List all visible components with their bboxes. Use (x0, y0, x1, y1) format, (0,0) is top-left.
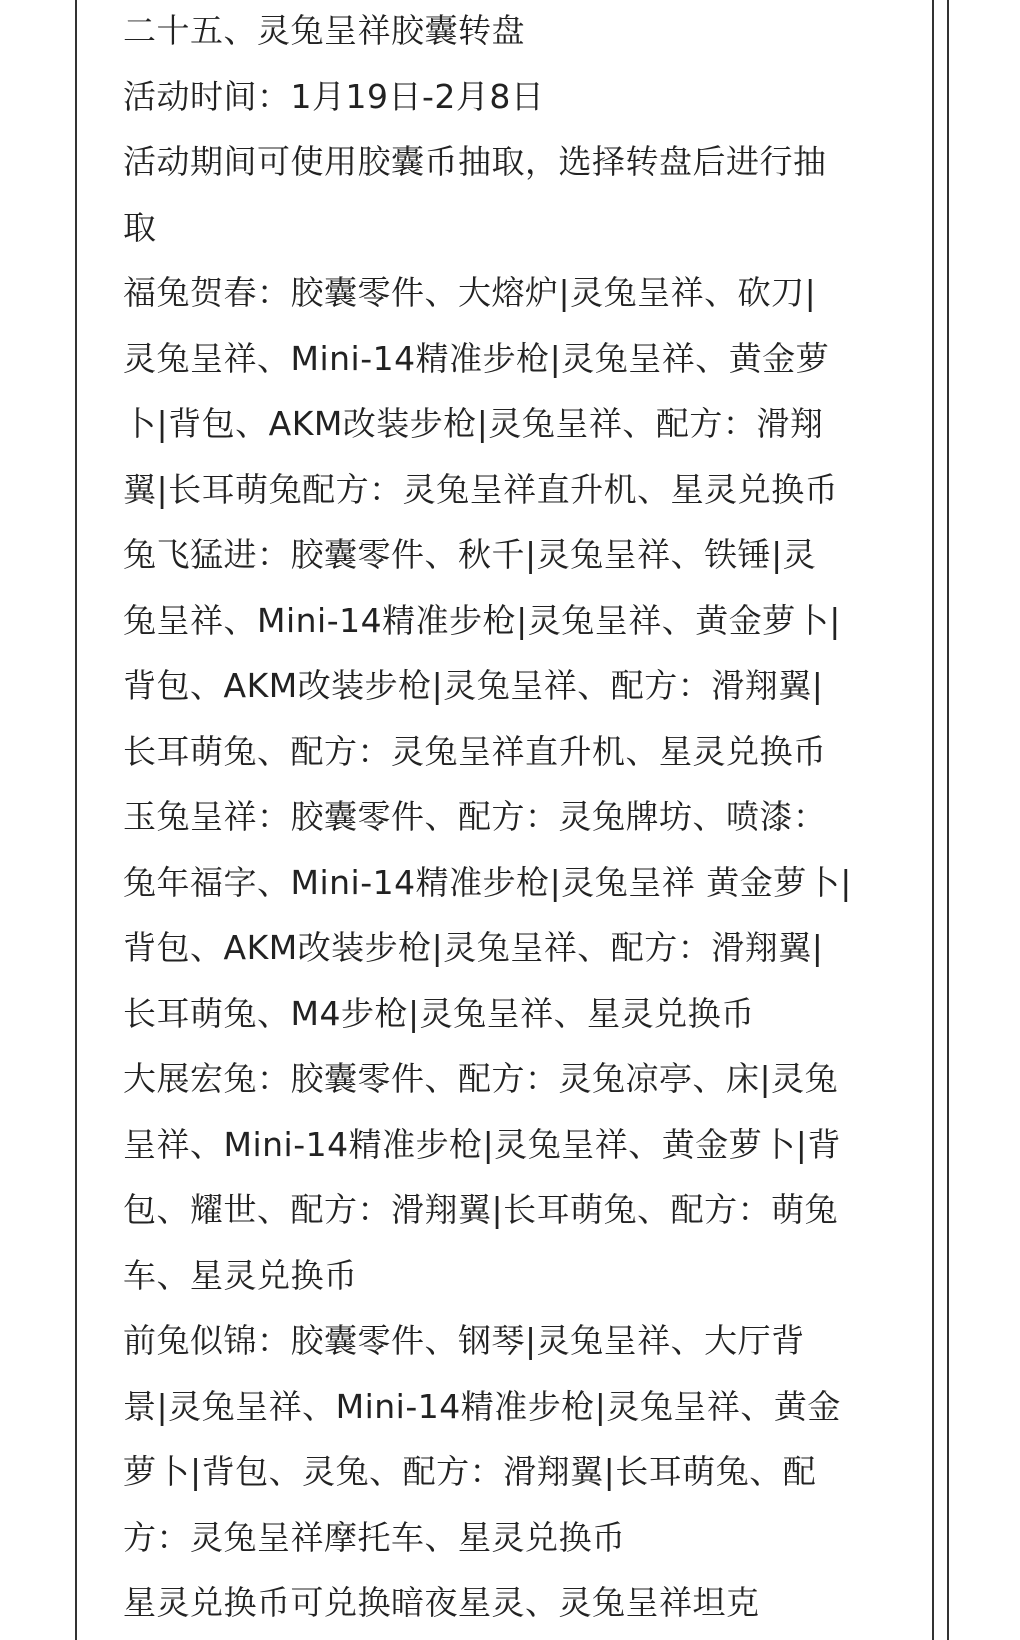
text-line: 星灵兑换币可兑换暗夜星灵、灵兔呈祥坦克 (123, 1583, 760, 1622)
text-line: 卜|背包、AKM改装步枪|灵兔呈祥、配方：滑翔 (123, 404, 824, 443)
text-line: 呈祥、Mini-14精准步枪|灵兔呈祥、黄金萝卜|背 (123, 1124, 841, 1164)
event-time: 活动时间：1月19日-2月8日 (123, 76, 545, 116)
text-line: 福兔贺春：胶囊零件、大熔炉|灵兔呈祥、砍刀| (123, 273, 817, 312)
right-border-line (932, 0, 934, 1640)
article-text (123, 0, 923, 1636)
text-line: 背包、AKM改装步枪|灵兔呈祥、配方：滑翔翼| (123, 928, 824, 967)
left-border-line (75, 0, 77, 1640)
section-title: 二十五、灵兔呈祥胶囊转盘 (123, 11, 525, 50)
text-line: 兔飞猛进：胶囊零件、秋千|灵兔呈祥、铁锤|灵 (123, 535, 817, 574)
text-line: 背包、AKM改装步枪|灵兔呈祥、配方：滑翔翼| (123, 666, 824, 705)
text-line: 灵兔呈祥、Mini-14精准步枪|灵兔呈祥、黄金萝 (123, 338, 830, 378)
text-line: 取 (123, 207, 157, 247)
text-line: 兔年福字、Mini-14精准步枪|灵兔呈祥 黄金萝卜| (123, 862, 852, 902)
text-line: 兔呈祥、Mini-14精准步枪|灵兔呈祥、黄金萝卜| (123, 600, 841, 640)
text-line: 长耳萌兔、M4步枪|灵兔呈祥、星灵兑换币 (123, 993, 755, 1033)
text-line: 方：灵兔呈祥摩托车、星灵兑换币 (123, 1517, 626, 1557)
text-line: 玉兔呈祥：胶囊零件、配方：灵兔牌坊、喷漆： (123, 797, 827, 836)
text-line: 景|灵兔呈祥、Mini-14精准步枪|灵兔呈祥、黄金 (123, 1386, 841, 1426)
text-line: 车、星灵兑换币 (123, 1255, 358, 1295)
text-line: 前兔似锦：胶囊零件、钢琴|灵兔呈祥、大厅背 (123, 1321, 805, 1360)
text-line: 大展宏兔：胶囊零件、配方：灵兔凉亭、床|灵兔 (123, 1059, 839, 1098)
text-line: 活动期间可使用胶囊币抽取，选择转盘后进行抽 (123, 142, 827, 181)
text-line: 萝卜|背包、灵兔、配方：滑翔翼|长耳萌兔、配 (123, 1452, 817, 1491)
right-border-line-outer (947, 0, 949, 1640)
text-line: 包、耀世、配方：滑翔翼|长耳萌兔、配方：萌兔 (123, 1190, 839, 1229)
text-line: 翼|长耳萌兔配方：灵兔呈祥直升机、星灵兑换币 (123, 469, 839, 509)
text-line: 长耳萌兔、配方：灵兔呈祥直升机、星灵兑换币 (123, 731, 827, 771)
